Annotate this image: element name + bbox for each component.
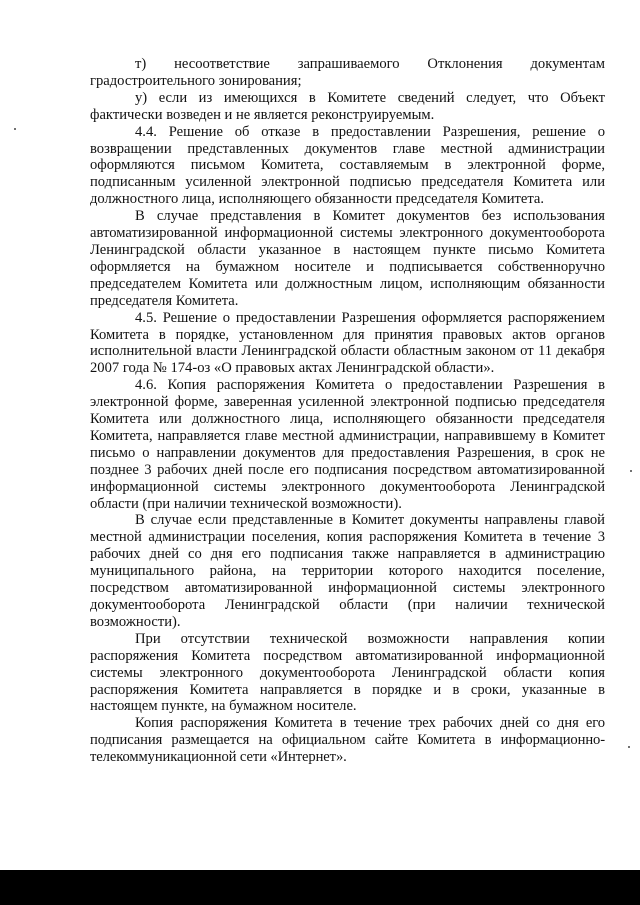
paragraph-4-6: 4.6. Копия распоряжения Комитета о предоставлении Разрешения в электронной форме, заверенная усиленной электронной подписью председателя Комитета или должностного лица, исполняющего обязанности председателя Комитета, направляется главе местной администрации, направившему в Комитет письмо о направлении документов для предоставления Разрешения, в срок не позднее 3 рабочих дней после его подписания посредством автоматизированной информационной системы электронного документооборота Ленинградской области (при наличии технической возможности). — [90, 377, 605, 512]
paragraph-item-t: т) несоответствие запрашиваемого Отклонения документам градостроительного зонирования; — [90, 56, 605, 89]
scan-speck — [630, 470, 632, 472]
paragraph-4-6-website: Копия распоряжения Комитета в течение трех рабочих дней со дня его подписания размещается на официальном сайте Комитета в информационно-телекоммуникационной сети «Интернет». — [90, 715, 605, 766]
paragraph-4-6-settlement: В случае если представленные в Комитет документы направлены главой местной администрации поселения, копия распоряжения Комитета в течение 3 рабочих дней со дня его подписания также направляется в администрацию муниципального района, на территории которого находится поселение, посредством автоматизированной информационной системы электронного документооборота Ленинградской области (при наличии технической возможности). — [90, 512, 605, 630]
paragraph-4-6-no-tech: При отсутствии технической возможности направления копии распоряжения Комитета посредством автоматизированной информационной системы электронного документооборота Ленинградской области копия распоряжения Комитета направляется в порядке и в сроки, указанные в настоящем пункте, на бумажном носителе. — [90, 630, 605, 715]
scan-speck — [628, 746, 630, 748]
scan-bottom-edge — [0, 870, 640, 905]
scan-speck — [14, 128, 16, 130]
paragraph-4-4: 4.4. Решение об отказе в предоставлении Разрешения, решение о возвращении представленных документов главе местной администрации оформляются письмом Комитета, составляемым в электронной форме, подписанным усиленной электронной подписью председателя Комитета или должностного лица, исполняющего обязанности председателя Комитета. — [90, 123, 605, 208]
paragraph-4-4-paper: В случае представления в Комитет документов без использования автоматизированной информационной системы электронного документооборота Ленинградской области указанное в настоящем пункте письмо Комитета оформляется на бумажном носителе и подписывается собственноручно председателем Комитета или должностным лицом, исполняющим обязанности председателя Комитета. — [90, 208, 605, 309]
paragraph-4-5: 4.5. Решение о предоставлении Разрешения оформляется распоряжением Комитета в порядке, установленном для принятия правовых актов органов исполнительной власти Ленинградской области областным законом от 11 декабря 2007 года № 174-оз «О правовых актах Ленинградской области». — [90, 309, 605, 377]
paragraph-item-u: у) если из имеющихся в Комитете сведений следует, что Объект фактически возведен и не является реконструируемым. — [90, 89, 605, 123]
body-text — [90, 56, 605, 766]
